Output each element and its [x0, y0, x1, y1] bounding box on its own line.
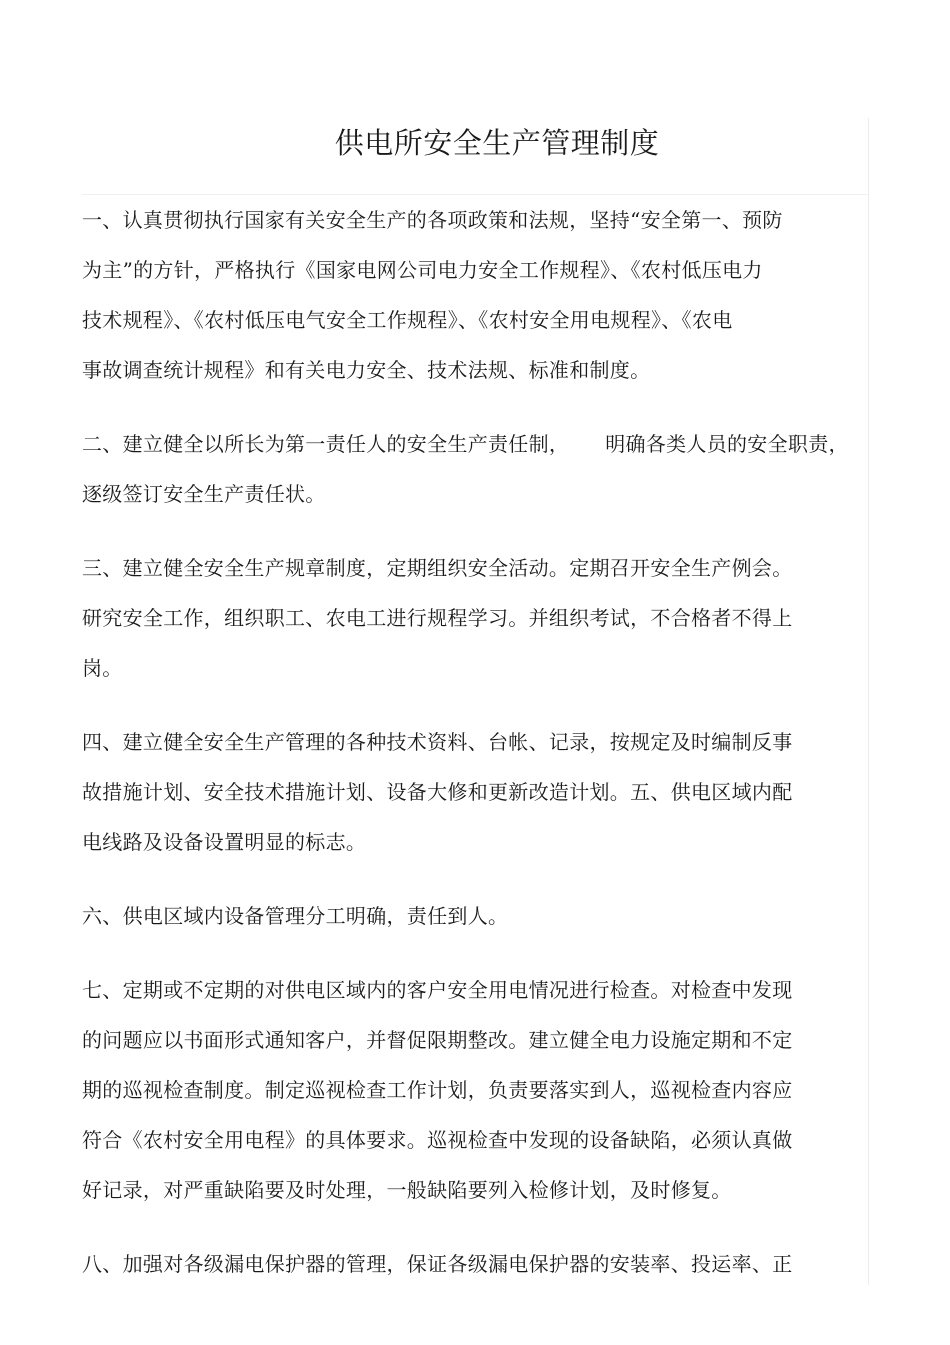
document-title: 供电所安全生产管理制度 [334, 126, 660, 160]
paragraph-5 [82, 891, 842, 941]
paragraph-line: 研究安全工作，组织职工、农电工进行规程学习。并组织考试，不合格者不得上 [82, 606, 793, 630]
paragraph-line: 七、定期或不定期的对供电区域内的客户安全用电情况进行检查。对检查中发现 [82, 978, 793, 1002]
paragraph-line [82, 419, 849, 469]
paragraph-line: 技术规程》、《农村低压电气安全工作规程》、《农村安全用电规程》、《农电 [82, 308, 733, 332]
paragraph-line: 为主”的方针，严格执行《国家电网公司电力安全工作规程》、《农村低压电力 [82, 258, 763, 282]
paragraph-3 [82, 543, 842, 693]
paragraph-line: 三、建立健全安全生产规章制度，定期组织安全活动。定期召开安全生产例会。 [82, 556, 793, 580]
paragraph-line-tail: 明确各类人员的安全职责， [605, 432, 849, 456]
paragraph-line: 岗。 [82, 656, 123, 680]
paragraph-6 [82, 965, 842, 1215]
paragraph-7 [82, 1239, 842, 1289]
paragraph-line: 的问题应以书面形式通知客户，并督促限期整改。建立健全电力设施定期和不定 [82, 1028, 793, 1052]
paragraph-line: 符合《农村安全用电程》的具体要求。巡视检查中发现的设备缺陷，必须认真做 [82, 1128, 793, 1152]
paragraph-line: 故措施计划、安全技术措施计划、设备大修和更新改造计划。五、供电区域内配 [82, 780, 793, 804]
paragraph-line: 一、认真贯彻执行国家有关安全生产的各项政策和法规，坚持“安全第一、预防 [82, 208, 783, 232]
paragraph-line: 八、加强对各级漏电保护器的管理，保证各级漏电保护器的安装率、投运率、正 [82, 1252, 793, 1276]
paragraph-1 [82, 195, 842, 395]
document-body [82, 195, 849, 1313]
paragraph-line: 逐级签订安全生产责任状。 [82, 482, 326, 506]
paragraph-line: 事故调查统计规程》和有关电力安全、技术法规、标准和制度。 [82, 358, 651, 382]
paragraph-line: 期的巡视检查制度。制定巡视检查工作计划，负责要落实到人，巡视检查内容应 [82, 1078, 793, 1102]
paragraph-2 [82, 419, 849, 519]
paragraph-line: 电线路及设备设置明显的标志。 [82, 830, 367, 854]
paragraph-4 [82, 717, 842, 867]
paragraph-line: 六、供电区域内设备管理分工明确，责任到人。 [82, 904, 509, 928]
right-margin-rule [868, 118, 869, 1285]
paragraph-line-head: 二、建立健全以所长为第一责任人的安全生产责任制， [82, 432, 570, 456]
paragraph-line: 四、建立健全安全生产管理的各种技术资料、台帐、记录，按规定及时编制反事 [82, 730, 793, 754]
paragraph-line: 好记录，对严重缺陷要及时处理，一般缺陷要列入检修计划，及时修复。 [82, 1178, 732, 1202]
